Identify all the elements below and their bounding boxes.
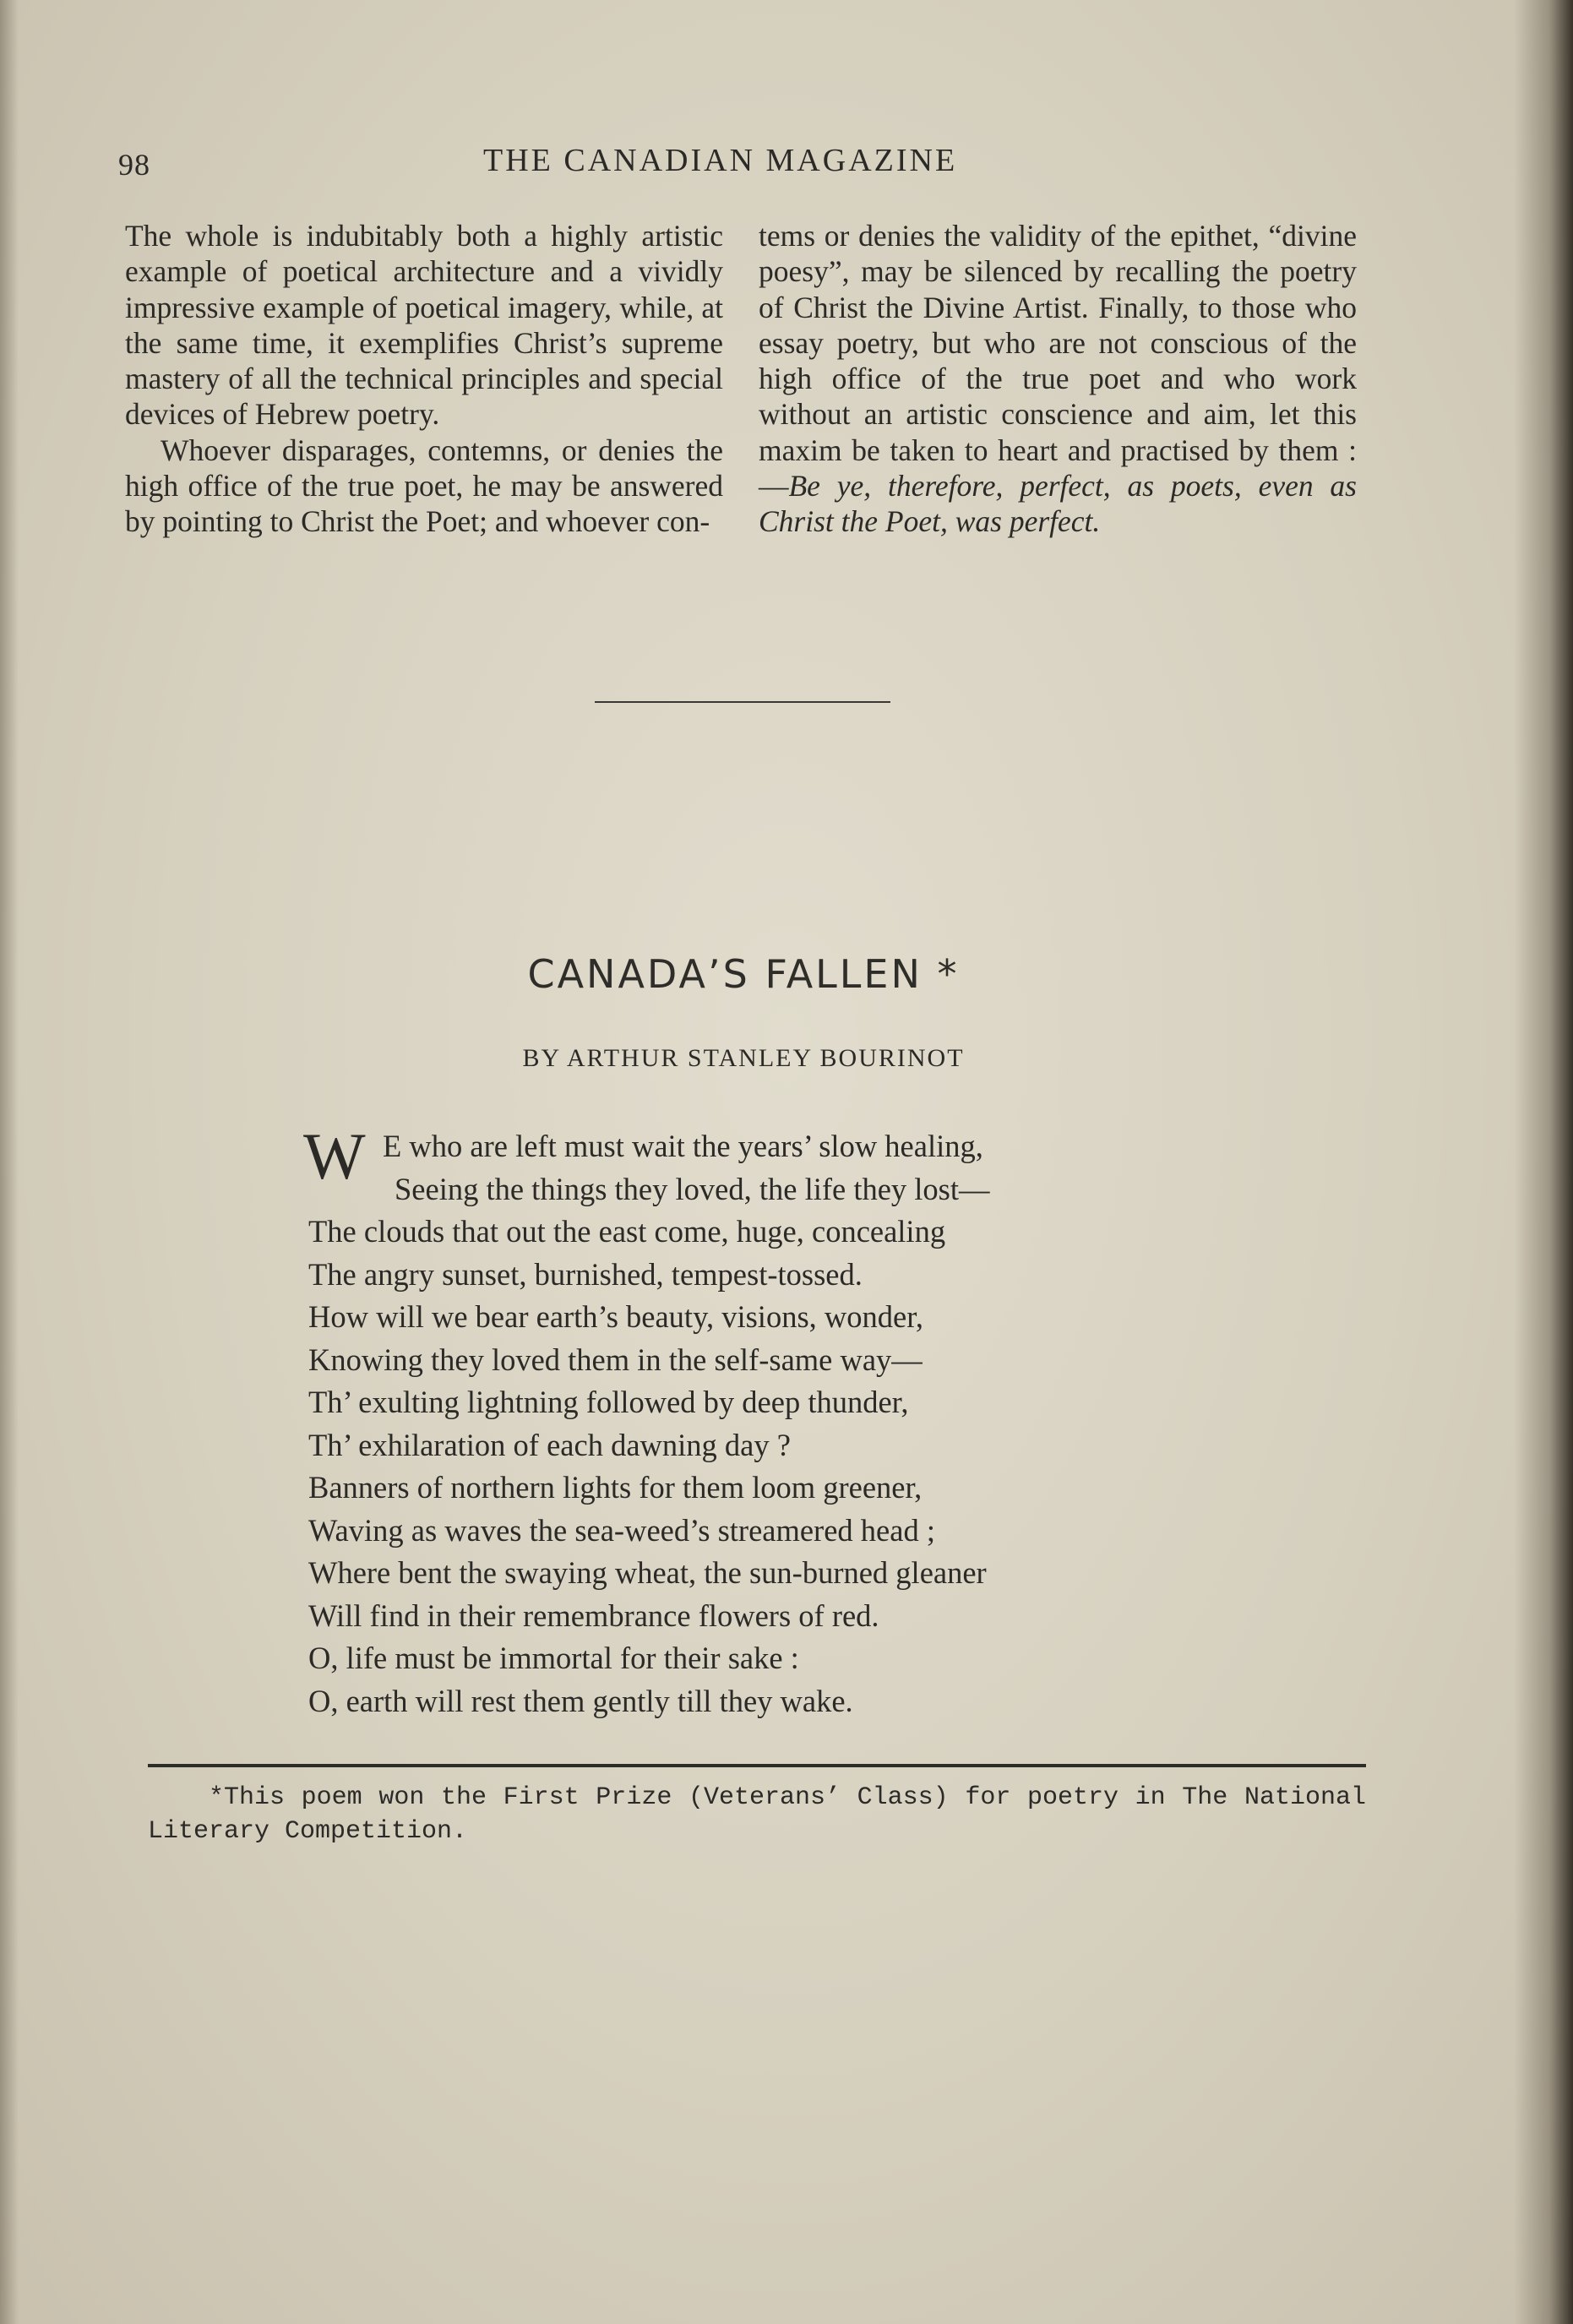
poem-line: Where bent the swaying wheat, the sun-burned gleaner xyxy=(308,1555,987,1590)
article-italic-maxim: Be ye, therefore, perfect, as poets, even as Christ the Poet, was perfect. xyxy=(759,469,1357,539)
footnote-divider xyxy=(148,1764,1366,1767)
poem-body xyxy=(303,1119,1280,1723)
poem-line-text: E who are left must wait the years’ slow healing, xyxy=(383,1129,983,1163)
poem-line: Banners of northern lights for them loom greener, xyxy=(308,1470,923,1505)
poem-line: The angry sunset, burnished, tempest-tossed. xyxy=(308,1256,863,1292)
article-paragraph: The whole is indubitably both a highly artistic example of poetical architecture and a vividly impressive example of poetical imagery, while, at the same time, it exemplifies Christ’s supreme mastery of all the technical principles and special devices of Hebrew poetry. xyxy=(125,219,723,432)
poem-line: Seeing the things they loved, the life they lost— xyxy=(395,1171,990,1206)
footnote xyxy=(148,1781,1366,1848)
page-number: 98 xyxy=(118,148,150,182)
binding-shadow xyxy=(1514,0,1573,2324)
poem-byline: BY ARTHUR STANLEY BOURINOT xyxy=(522,1044,965,1072)
poem-line: Th’ exulting lightning followed by deep thunder, xyxy=(308,1385,909,1419)
article-right-column xyxy=(759,218,1357,540)
running-head xyxy=(118,142,1369,184)
poem-line: O, earth will rest them gently till they wake. xyxy=(308,1683,853,1718)
footnote-text: *This poem won the First Prize (Veterans’ Class) for poetry in The National Literary Competition. xyxy=(148,1783,1366,1846)
drop-cap: W xyxy=(303,1119,366,1193)
poem-title: CANADA’S FALLEN * xyxy=(527,951,960,997)
poem-line: Knowing they loved them in the self-same way— xyxy=(308,1342,923,1377)
article-text: tems or denies the validity of the epithet, “divine poesy”, may be silenced by recalling the poetry of Christ the Divine Artist. Finally, to those who essay poetry, but who are not conscious of the high office of the true poet and who work without an artistic conscience and aim, let this maxim be taken to heart and practised by them :— xyxy=(759,219,1357,503)
article-paragraph xyxy=(759,218,1357,540)
poem-line: Th’ exhilaration of each dawning day ? xyxy=(308,1427,791,1462)
poem-line: Waving as waves the sea-weed’s streamered head ; xyxy=(308,1512,935,1548)
poem-line: O, life must be immortal for their sake : xyxy=(308,1641,799,1675)
article-paragraph: Whoever disparages, contemns, or denies the high office of the true poet, he may be answered by pointing to Christ the Poet; and whoever con- xyxy=(125,433,723,539)
section-divider xyxy=(595,701,890,703)
poem-line: Will find in their remembrance flowers of red. xyxy=(308,1597,879,1633)
article-left-column xyxy=(125,218,723,540)
poem-line: How will we bear earth’s beauty, visions, wonder, xyxy=(308,1299,924,1334)
poem-line: The clouds that out the east come, huge, concealing xyxy=(308,1214,946,1249)
page-edge-shadow xyxy=(0,0,19,2324)
magazine-title: THE CANADIAN MAGAZINE xyxy=(483,143,958,178)
